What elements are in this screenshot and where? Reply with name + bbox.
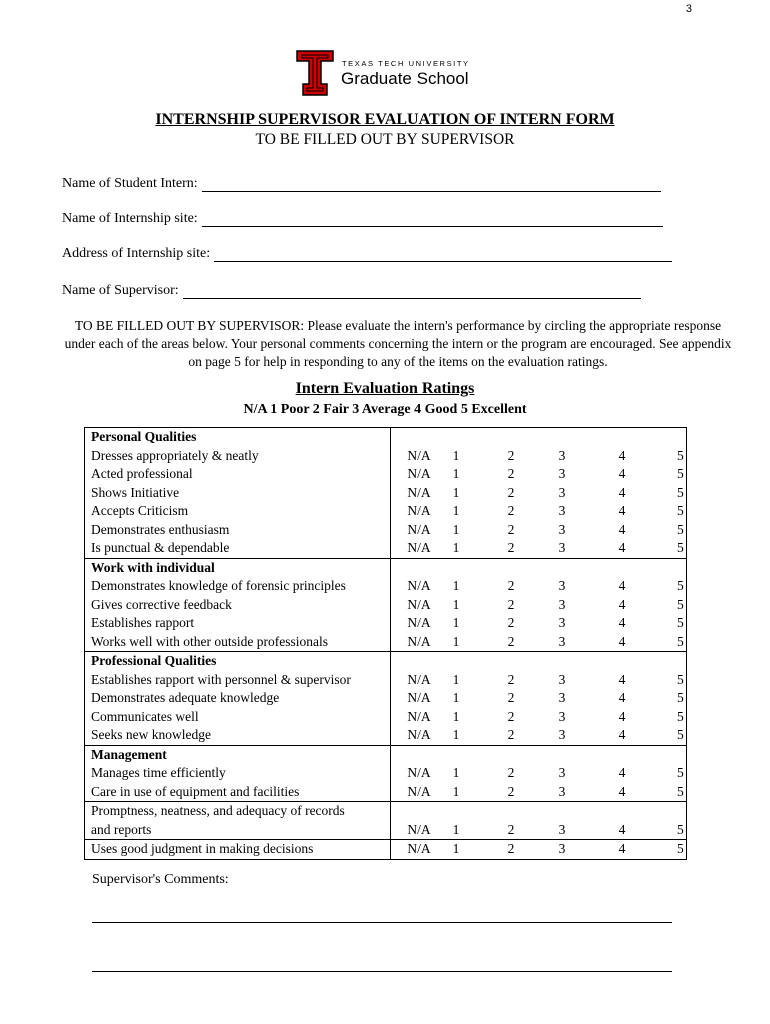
rating-option-3[interactable]: 3 [558,596,566,612]
extra-criterion-cell [85,840,391,860]
section-block [85,652,687,746]
rating-option-5[interactable]: 5 [677,671,684,687]
student-name-input[interactable] [202,179,661,192]
rating-option-5[interactable]: 5 [677,466,684,481]
rating-option-1[interactable]: 1 [452,671,460,687]
rating-option-2[interactable]: 2 [507,596,515,612]
supervisor-name-input[interactable] [183,286,641,299]
ratings-title: Intern Evaluation Ratings [295,380,475,397]
rating-option-5[interactable]: 5 [677,615,684,630]
rating-option-na[interactable]: N/A [407,690,431,705]
rating-option-3[interactable]: 3 [558,821,566,837]
rating-option-4[interactable]: 4 [618,783,626,799]
extra-criterion-cell [85,802,391,840]
rating-option-4[interactable]: 4 [618,765,626,780]
rating-option-5[interactable]: 5 [677,633,684,649]
rating-option-1[interactable]: 1 [452,633,460,649]
rating-option-1[interactable]: 1 [452,841,460,856]
criterion-label: Care in use of equipment and facilities [91,783,300,799]
rating-option-4[interactable]: 4 [618,447,626,463]
rating-option-na[interactable]: N/A [407,765,431,780]
rating-option-na[interactable]: N/A [407,503,431,518]
internship-site-field [62,211,663,227]
rating-option-3[interactable]: 3 [558,540,566,555]
internship-site-label: Name of Internship site: [62,211,198,226]
rating-option-na[interactable]: N/A [407,596,431,612]
rating-options [391,596,686,615]
rating-option-4[interactable]: 4 [618,821,626,837]
rating-options [391,633,686,652]
category-spacer [391,559,686,578]
rating-option-2[interactable]: 2 [507,503,515,518]
criterion-label: Manages time efficiently [91,765,226,780]
rating-option-4[interactable]: 4 [618,540,626,555]
rating-option-na[interactable]: N/A [407,841,431,856]
rating-option-1[interactable]: 1 [452,466,460,481]
rating-options [391,783,686,802]
category-spacer [391,652,686,671]
section-items-cell [85,745,391,802]
section-items-cell [85,428,391,559]
criterion-label: Uses good judgment in making decisions [91,841,314,856]
criterion-label: Communicates well [91,708,199,724]
rating-option-5[interactable]: 5 [677,765,684,780]
criterion-label: Establishes rapport with personnel & supervisor [91,671,351,687]
section-scores-cell [391,428,687,559]
rating-option-1[interactable]: 1 [452,821,460,837]
rating-option-na[interactable]: N/A [407,671,431,687]
extra-criterion-row [85,802,687,840]
internship-address-label: Address of Internship site: [62,246,211,261]
rating-option-2[interactable]: 2 [507,521,515,537]
rating-option-3[interactable]: 3 [558,783,566,799]
section-block [85,428,687,559]
section-scores-cell [391,745,687,802]
rating-options [391,502,686,521]
rating-option-4[interactable]: 4 [618,708,626,724]
rating-option-4[interactable]: 4 [618,841,626,856]
rating-option-5[interactable]: 5 [677,503,684,518]
rating-option-3[interactable]: 3 [558,708,566,724]
rating-option-1[interactable]: 1 [452,615,460,630]
comments-label: Supervisor's Comments: [92,872,229,887]
section-category: Personal Qualities [91,429,197,444]
rating-option-na[interactable]: N/A [407,484,431,500]
rating-option-5[interactable]: 5 [677,540,684,555]
page-number: 3 [685,3,692,15]
instructions: TO BE FILLED OUT BY SUPERVISOR: Please evaluate the intern's performance by circling the appropriate response under each of the areas below. Your personal comments concerning the intern or the program are encouraged. See appendix on page 5 for help in responding to any of the items on the evaluation ratings. [64,318,732,369]
internship-address-field [62,246,672,262]
rating-option-3[interactable]: 3 [558,727,566,742]
rating-option-3[interactable]: 3 [558,447,566,463]
rating-option-2[interactable]: 2 [507,633,515,649]
criterion-label: Demonstrates enthusiasm [91,521,230,537]
rating-options [391,447,686,466]
rating-option-4[interactable]: 4 [618,578,626,593]
category-spacer [391,746,686,765]
university-logo [296,49,486,99]
rating-option-na[interactable]: N/A [407,821,431,837]
section-category: Management [91,746,167,762]
rating-option-3[interactable]: 3 [558,615,566,630]
rating-option-1[interactable]: 1 [452,540,460,555]
logo-school-name: Graduate School [341,69,469,88]
rating-option-5[interactable]: 5 [677,596,684,612]
rating-option-2[interactable]: 2 [507,615,515,630]
section-category: Professional Qualities [91,653,217,668]
rating-option-3[interactable]: 3 [558,503,566,518]
rating-option-na[interactable]: N/A [407,521,431,537]
rating-option-2[interactable]: 2 [507,466,515,481]
evaluation-ratings-table [84,427,687,860]
rating-option-3[interactable]: 3 [558,690,566,705]
comment-line-1[interactable] [92,922,672,923]
criterion-label: Gives corrective feedback [91,596,232,612]
rating-option-3[interactable]: 3 [558,633,566,649]
rating-options [391,521,686,540]
rating-option-5[interactable]: 5 [677,690,684,705]
rating-options [391,821,686,840]
rating-option-1[interactable]: 1 [452,783,460,799]
rating-option-1[interactable]: 1 [452,521,460,537]
rating-option-4[interactable]: 4 [618,503,626,518]
logo-university-name: TEXAS TECH UNIVERSITY [342,59,470,68]
criterion-label: Accepts Criticism [91,503,189,518]
section-block [85,558,687,652]
rating-option-2[interactable]: 2 [507,841,515,856]
section-scores-cell [391,652,687,746]
rating-option-4[interactable]: 4 [618,484,626,500]
rating-option-na[interactable]: N/A [407,578,431,593]
rating-option-4[interactable]: 4 [618,633,626,649]
rating-options [391,840,686,859]
criterion-label: Shows Initiative [91,484,180,500]
rating-options [391,539,686,558]
section-scores-cell [391,558,687,652]
rating-options [391,671,686,690]
section-block [85,745,687,802]
rating-option-4[interactable]: 4 [618,466,626,481]
criterion-label: Dresses appropriately & neatly [91,447,259,463]
rating-option-3[interactable]: 3 [558,671,566,687]
extra-scores-cell [391,840,687,860]
rating-option-1[interactable]: 1 [452,596,460,612]
rating-option-3[interactable]: 3 [558,484,566,500]
rating-option-na[interactable]: N/A [407,727,431,742]
rating-option-5[interactable]: 5 [677,821,684,837]
rating-option-3[interactable]: 3 [558,578,566,593]
rating-option-5[interactable]: 5 [677,484,684,500]
criterion-label: Promptness, neatness, and adequacy of records [91,803,345,818]
rating-options [391,764,686,783]
rating-option-1[interactable]: 1 [452,727,460,742]
criterion-label: Is punctual & dependable [91,540,230,555]
rating-option-5[interactable]: 5 [677,841,684,856]
rating-option-5[interactable]: 5 [677,578,684,593]
comment-line-2[interactable] [92,971,672,972]
rating-option-na[interactable]: N/A [407,633,431,649]
rating-option-1[interactable]: 1 [452,690,460,705]
rating-options [391,689,686,708]
extra-criterion-row [85,840,687,860]
student-name-label: Name of Student Intern: [62,176,198,191]
rating-option-4[interactable]: 4 [618,615,626,630]
rating-option-4[interactable]: 4 [618,671,626,687]
form-title: INTERNSHIP SUPERVISOR EVALUATION OF INTERN FORM [155,111,615,128]
category-spacer [391,428,686,447]
rating-options [391,465,686,484]
rating-option-5[interactable]: 5 [677,727,684,742]
extra-scores-cell [391,802,687,840]
rating-option-2[interactable]: 2 [507,821,515,837]
rating-option-na[interactable]: N/A [407,540,431,555]
rating-option-na[interactable]: N/A [407,466,431,481]
rating-option-1[interactable]: 1 [452,447,460,463]
rating-option-na[interactable]: N/A [407,783,431,799]
rating-option-2[interactable]: 2 [507,690,515,705]
rating-option-4[interactable]: 4 [618,596,626,612]
rating-option-2[interactable]: 2 [507,578,515,593]
rating-option-3[interactable]: 3 [558,521,566,537]
rating-option-5[interactable]: 5 [677,447,684,463]
rating-options [391,484,686,503]
rating-option-5[interactable]: 5 [677,783,684,799]
rating-option-3[interactable]: 3 [558,466,566,481]
rating-options [391,577,686,596]
rating-option-1[interactable]: 1 [452,578,460,593]
rating-option-2[interactable]: 2 [507,765,515,780]
rating-option-4[interactable]: 4 [618,521,626,537]
rating-option-2[interactable]: 2 [507,783,515,799]
form-subtitle: TO BE FILLED OUT BY SUPERVISOR [255,131,515,148]
rating-option-3[interactable]: 3 [558,765,566,780]
supervisor-name-field [62,283,641,299]
section-category: Work with individual [91,559,215,575]
rating-option-na[interactable]: N/A [407,447,431,463]
rating-option-na[interactable]: N/A [407,708,431,724]
rating-option-3[interactable]: 3 [558,841,566,856]
rating-option-2[interactable]: 2 [507,540,515,555]
double-t-logo-icon [296,49,334,97]
rating-option-2[interactable]: 2 [507,708,515,724]
rating-option-2[interactable]: 2 [507,671,515,687]
rating-option-1[interactable]: 1 [452,503,460,518]
rating-options [391,726,686,745]
rating-options [391,708,686,727]
criterion-label: Demonstrates knowledge of forensic principles [91,578,346,593]
student-name-field [62,176,661,192]
supervisor-name-label: Name of Supervisor: [62,283,179,298]
rating-option-5[interactable]: 5 [677,521,684,537]
rating-option-1[interactable]: 1 [452,708,460,724]
rating-option-4[interactable]: 4 [618,727,626,742]
rating-option-na[interactable]: N/A [407,615,431,630]
rating-options [391,614,686,633]
internship-address-input[interactable] [214,249,672,262]
section-items-cell [85,558,391,652]
rating-option-1[interactable]: 1 [452,484,460,500]
rating-option-1[interactable]: 1 [452,765,460,780]
internship-site-input[interactable] [202,214,663,227]
criterion-label: Works well with other outside professionals [91,633,329,649]
rating-option-5[interactable]: 5 [677,708,684,724]
rating-option-2[interactable]: 2 [507,484,515,500]
rating-scale-legend: N/A 1 Poor 2 Fair 3 Average 4 Good 5 Excellent [243,402,527,417]
section-items-cell [85,652,391,746]
criterion-label: Acted professional [91,466,193,481]
rating-option-2[interactable]: 2 [507,447,515,463]
criterion-label: Seeks new knowledge [91,727,211,742]
criterion-label: Establishes rapport [91,615,195,630]
rating-option-2[interactable]: 2 [507,727,515,742]
criterion-label: and reports [91,821,152,837]
rating-option-4[interactable]: 4 [618,690,626,705]
criterion-label: Demonstrates adequate knowledge [91,690,280,705]
